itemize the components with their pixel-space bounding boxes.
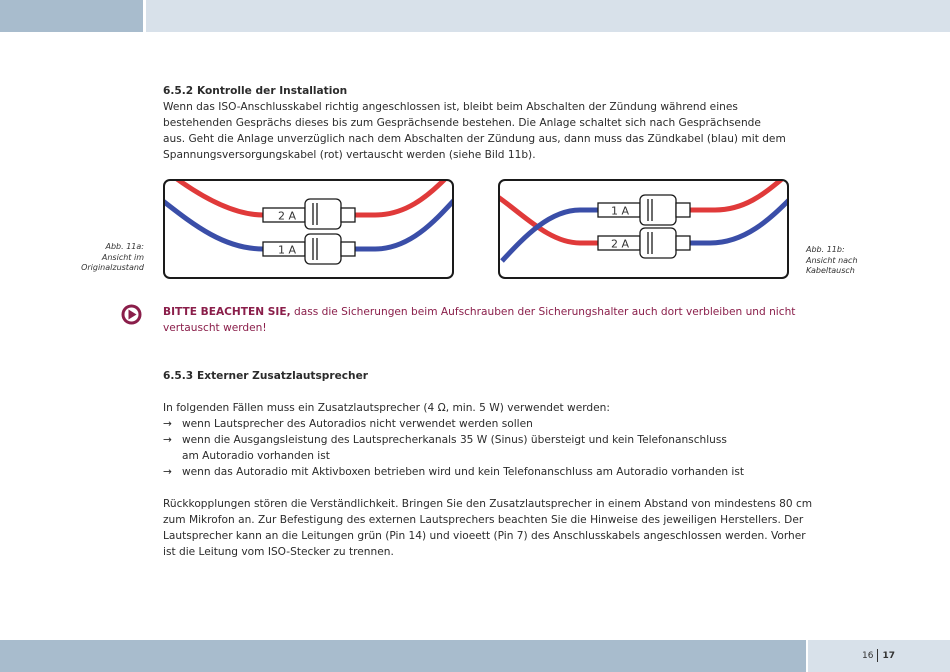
- list-item: [163, 432, 823, 448]
- section-653: [163, 368, 823, 560]
- section-652: [163, 83, 786, 163]
- figure-a-caption-line: Ansicht im: [101, 252, 144, 262]
- section-653-number: 6.5.3: [163, 370, 194, 382]
- section-653-paragraph-line: ist die Leitung vom ISO-Stecker zu trennen.: [163, 546, 394, 558]
- figure-b-caption: [806, 245, 886, 277]
- list-item: [163, 416, 823, 432]
- figure-a-red-wire: [177, 181, 275, 215]
- note-warning: [163, 304, 803, 336]
- figure-a-fuse-top: [263, 199, 355, 229]
- figure-b-red-wire-right: [688, 181, 782, 210]
- section-652-number: 6.5.2: [163, 85, 194, 97]
- page-number-divider: [877, 649, 878, 662]
- list-item: [163, 464, 823, 480]
- figure-b-caption-line: Ansicht nach: [806, 255, 858, 265]
- section-653-paragraph-line: Rückkopplungen stören die Verständlichkeit. Bringen Sie den Zusatzlautsprecher in einem Abstand von mindestens 80 cm: [163, 498, 813, 510]
- section-653-intro: In folgenden Fällen muss ein Zusatzlautsprecher (4 Ω, min. 5 W) verwendet werden:: [163, 402, 610, 414]
- figure-a-blue-wire: [165, 201, 275, 249]
- section-653-paragraph-line: Lautsprecher kann an die Leitungen grün (Pin 14) und vioeett (Pin 7) des Anschlusskabels angeschlossen werden. Vorher: [163, 530, 806, 542]
- figure-b-fuse-bottom-label: 2 A: [610, 237, 630, 251]
- page-number-left: 16: [862, 650, 874, 661]
- figure-b-caption-line: Abb. 11b:: [806, 245, 845, 254]
- footer-bar-left: [0, 640, 806, 672]
- figure-a-caption: [70, 242, 144, 274]
- section-652-line: Wenn das ISO-Anschlusskabel richtig angeschlossen ist, bleibt beim Abschalten der Zündung während eines: [163, 101, 738, 113]
- figure-a-fuse-bottom: [263, 234, 355, 264]
- header-bar-right: [146, 0, 950, 32]
- arrow-right-icon: →: [163, 418, 172, 430]
- note-text: dass die Sicherungen beim Aufschrauben der Sicherungshalter auch dort verbleiben und nicht: [290, 306, 796, 318]
- figure-a-fuse-bottom-label: 1 A: [277, 243, 297, 257]
- note-text-continued: vertauscht werden!: [163, 322, 267, 334]
- section-653-title: Externer Zusatzlautsprecher: [197, 370, 369, 382]
- list-item-text: wenn Lautsprecher des Autoradios nicht verwendet werden sollen: [182, 418, 533, 430]
- header-bar-left: [0, 0, 143, 32]
- page-number-right: 17: [882, 650, 895, 661]
- figure-a-wiring-diagram: [163, 179, 454, 279]
- arrow-right-icon: →: [163, 434, 172, 446]
- section-652-line: aus. Geht die Anlage unverzüglich nach dem Abschalten der Zündung aus, dann muss das Zündkabel (blau) mit dem: [163, 133, 786, 145]
- figure-a-blue-wire-right: [353, 197, 452, 249]
- figure-a-caption-line: Originalzustand: [81, 263, 144, 272]
- arrow-right-icon: →: [163, 466, 172, 478]
- list-item-text-continued: am Autoradio vorhanden ist: [182, 450, 330, 462]
- figure-b-blue-wire-right: [688, 197, 787, 243]
- figure-b-red-wire: [500, 197, 610, 243]
- figure-b-wiring-diagram: [498, 179, 789, 279]
- figure-a-fuse-top-label: 2 A: [277, 209, 297, 223]
- figure-b-caption-line: Kabeltausch: [806, 266, 855, 275]
- page-numbers: [862, 649, 895, 662]
- list-item-text: wenn das Autoradio mit Aktivboxen betrieben wird und kein Telefonanschluss am Autoradio vorhanden ist: [182, 466, 745, 478]
- note-bold: BITTE BEACHTEN SIE,: [163, 306, 291, 318]
- section-653-paragraph-line: zum Mikrofon an. Zur Befestigung des externen Lautsprechers beachten Sie die Hinweise des jeweiligen Herstellers. Der: [163, 514, 804, 526]
- play-circle-icon: [121, 304, 142, 325]
- figure-a-caption-line: Abb. 11a:: [105, 242, 144, 251]
- figure-b-fuse-top-label: 1 A: [610, 204, 630, 218]
- figure-a-red-wire-right: [353, 181, 445, 215]
- section-652-title: Kontrolle der Installation: [197, 85, 348, 97]
- section-653-heading: [163, 368, 823, 384]
- section-652-line: bestehenden Gesprächs dieses bis zum Gesprächsende bestehen. Die Anlage schaltet sich nach Gesprächsende: [163, 117, 761, 129]
- list-item-text: wenn die Ausgangsleistung des Lautsprecherkanals 35 W (Sinus) übersteigt und kein Telefonanschluss: [182, 434, 727, 446]
- section-652-heading: [163, 83, 786, 99]
- section-652-line: Spannungsversorgungskabel (rot) vertauscht werden (siehe Bild 11b).: [163, 149, 536, 161]
